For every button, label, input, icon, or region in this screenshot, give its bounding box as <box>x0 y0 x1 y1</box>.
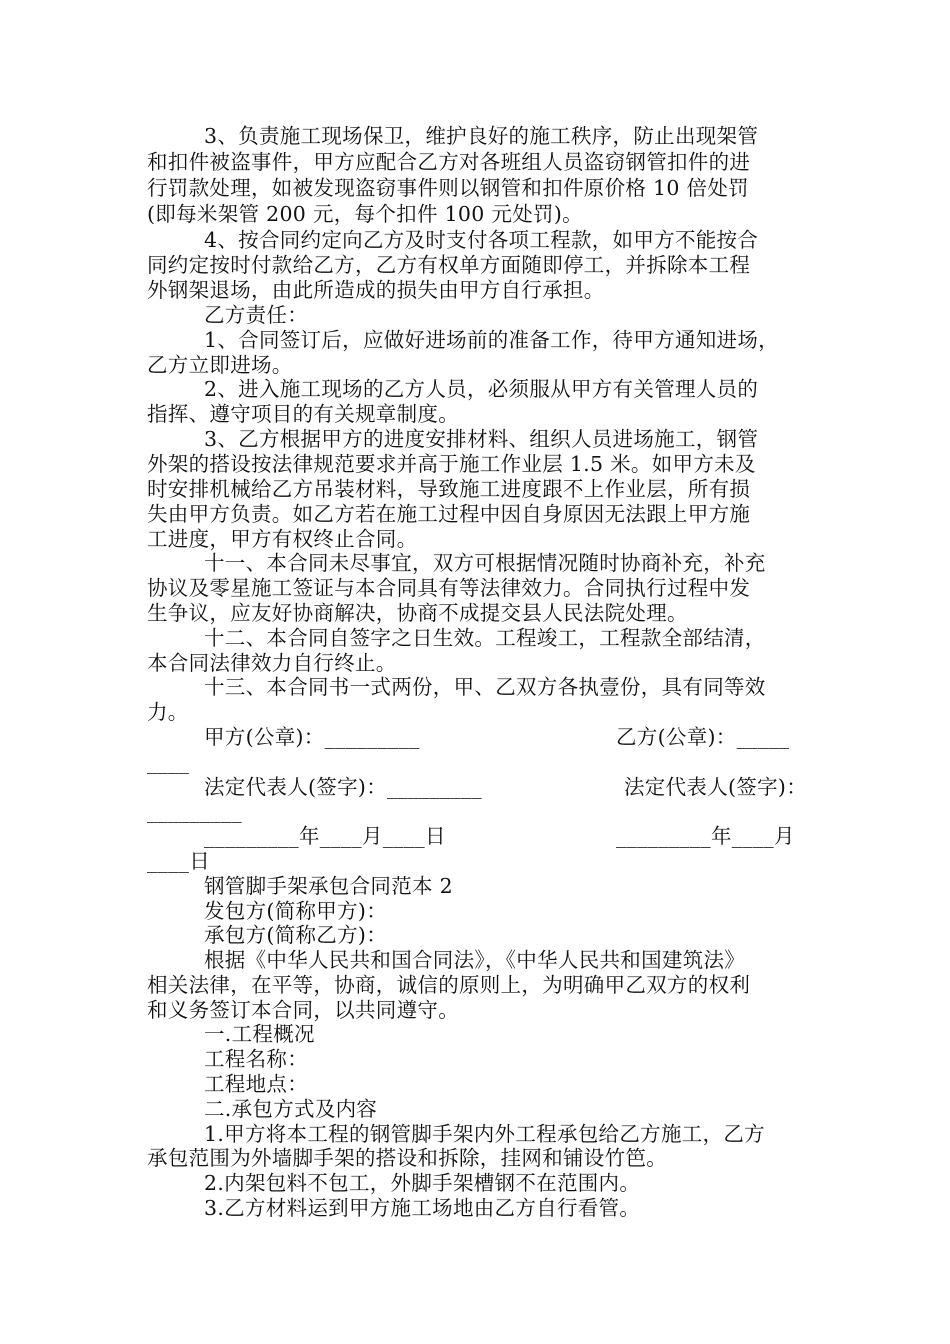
text-line: 时安排机械给乙方吊装材料，导致施工进度跟不上作业层，所有损 <box>147 477 751 501</box>
text-line: 行罚款处理，如被发现盗窃事件则以钢管和扣件原价格 10 倍处罚 <box>147 176 749 200</box>
text-line: 工程地点： <box>204 1072 308 1096</box>
text-line: 力。 <box>147 700 189 724</box>
text-line: 承包方(简称乙方)： <box>204 923 387 947</box>
text-line: 十二、本合同自签字之日生效。工程竣工，工程款全部结清， <box>204 626 766 650</box>
text-line: 相关法律，在平等，协商，诚信的原则上，为明确甲乙双方的权利 <box>147 973 751 997</box>
section-heading: 二.承包方式及内容 <box>204 1097 378 1121</box>
section-heading: 一.工程概况 <box>204 1022 315 1046</box>
text-line: 指挥、遵守项目的有关规章制度。 <box>147 402 459 426</box>
text-line: 十一、本合同未尽事宜，双方可根据情况随时协商补充，补充 <box>204 551 766 575</box>
text-line: 工程名称： <box>204 1047 308 1071</box>
text-line: 生争议，应友好协商解决，协商不成提交县人民法院处理。 <box>147 601 688 625</box>
party-b-date-field: _________年____月 <box>616 824 795 848</box>
signature-blank-line: ____ <box>147 750 190 774</box>
party-a-seal-field: 甲方(公章)：_________ <box>204 725 420 749</box>
text-line: (即每米架管 200 元，每个扣件 100 元处罚)。 <box>147 202 583 226</box>
party-a-representative-field: 法定代表人(签字)：_________ <box>204 775 482 799</box>
text-line: 和义务签订本合同，以共同遵守。 <box>147 998 459 1022</box>
text-line: 同约定按时付款给乙方，乙方有权单方面随即停工，并拆除本工程 <box>147 253 751 277</box>
contract-title: 钢管脚手架承包合同范本 2 <box>204 874 453 898</box>
section-heading: 乙方责任： <box>204 303 308 327</box>
text-line: 和扣件被盗事件，甲方应配合乙方对各班组人员盗窃钢管扣件的进 <box>147 150 751 174</box>
date-blank-line: ____日 <box>147 849 210 873</box>
text-line: 1、合同签订后，应做好进场前的准备工作，待甲方通知进场， <box>204 328 779 352</box>
text-line: 2.内架包料不包工，外脚手架槽钢不在范围内。 <box>204 1171 641 1195</box>
text-line: 承包范围为外墙脚手架的搭设和拆除，挂网和铺设竹笆。 <box>147 1146 667 1170</box>
party-b-seal-field: 乙方(公章)：_____ <box>616 725 790 749</box>
text-line: 外架的搭设按法律规范要求并高于施工作业层 1.5 米。如甲方未及 <box>147 452 756 476</box>
text-line: 3.乙方材料运到甲方施工场地由乙方自行看管。 <box>204 1196 641 1220</box>
party-a-date-field: _________年____月____日 <box>204 824 446 848</box>
text-line: 乙方立即进场。 <box>147 353 293 377</box>
text-line: 协议及零星施工签证与本合同具有等法律效力。合同执行过程中发 <box>147 576 751 600</box>
text-line: 十三、本合同书一式两份，甲、乙双方各执壹份，具有同等效 <box>204 675 766 699</box>
signature-blank-line: _________ <box>147 799 242 823</box>
text-line: 4、按合同约定向乙方及时支付各项工程款，如甲方不能按合 <box>204 228 759 252</box>
party-b-representative-field: 法定代表人(签字)： <box>624 775 807 799</box>
text-line: 3、负责施工现场保卫，维护良好的施工秩序，防止出现架管 <box>204 124 759 148</box>
text-line: 工进度，甲方有权终止合同。 <box>147 527 418 551</box>
text-line: 2、进入施工现场的乙方人员，必须服从甲方有关管理人员的 <box>204 377 759 401</box>
text-line: 根据《中华人民共和国合同法》，《中华人民共和国建筑法》 <box>204 948 746 972</box>
text-line: 1.甲方将本工程的钢管脚手架内外工程承包给乙方施工，乙方 <box>204 1122 765 1146</box>
text-line: 失由甲方负责。如乙方若在施工过程中因自身原因无法跟上甲方施 <box>147 502 751 526</box>
text-line: 外钢架退场，由此所造成的损失由甲方自行承担。 <box>147 278 605 302</box>
text-line: 本合同法律效力自行终止。 <box>147 651 397 675</box>
text-line: 3、乙方根据甲方的进度安排材料、组织人员进场施工，钢管 <box>204 427 759 451</box>
text-line: 发包方(简称甲方)： <box>204 899 387 923</box>
